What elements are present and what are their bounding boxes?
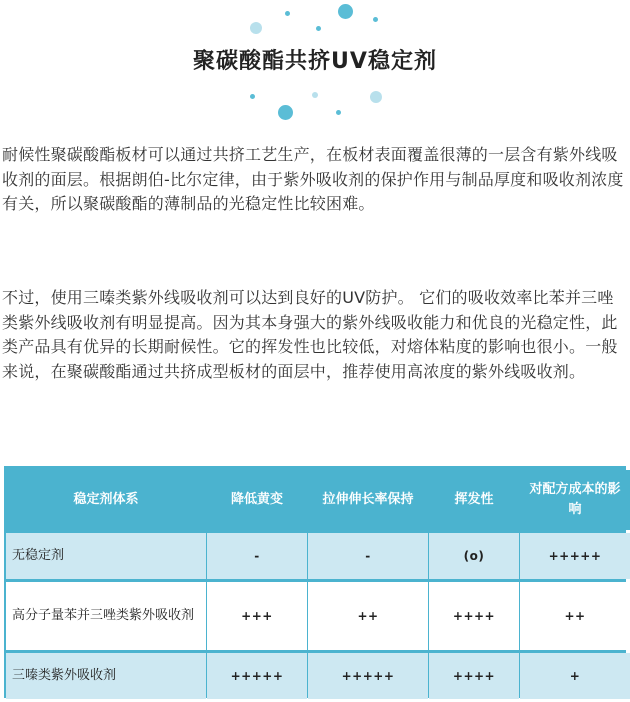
dot <box>316 26 321 31</box>
page-title: 聚碳酸酯共挤UV稳定剂 <box>193 49 437 74</box>
comparison-table <box>4 466 626 698</box>
cell-value: ++++ <box>429 582 519 650</box>
dot <box>312 92 318 98</box>
header-elongation: 拉伸伸长率保持 <box>308 470 428 530</box>
dot <box>285 11 290 16</box>
cell-value: ++ <box>520 582 630 650</box>
cell-value: +++++ <box>520 533 630 579</box>
cell-value: ++++ <box>429 653 519 699</box>
dot <box>250 22 262 34</box>
dot <box>278 105 293 120</box>
cell-system: 无稳定剂 <box>6 533 206 579</box>
cell-system: 三嗪类紫外吸收剂 <box>6 653 206 699</box>
header-system: 稳定剂体系 <box>6 470 206 530</box>
dot <box>370 91 382 103</box>
header-cost: 对配方成本的影响 <box>520 470 630 530</box>
paragraph-2: 不过，使用三嗪类紫外线吸收剂可以达到良好的UV防护。 它们的吸收效率比苯并三唑类紫外线吸收剂有明显提高。因为其本身强大的紫外线吸收能力和优良的光稳定性，此类产品具有优异的长期耐候性。它的挥发性也比较低，对熔体粘度的影响也很小。一般来说，在聚碳酸酯通过共挤成型板材的面层中，推荐使用高浓度的紫外线吸收剂。 <box>2 288 618 381</box>
table-header-row <box>6 470 630 530</box>
dot <box>373 17 378 22</box>
header-yellowing: 降低黄变 <box>207 470 307 530</box>
cell-value: (o) <box>429 533 519 579</box>
cell-value: + <box>520 653 630 699</box>
dot <box>338 4 353 19</box>
cell-value: ++ <box>308 582 428 650</box>
cell-value: +++++ <box>308 653 428 699</box>
table-row <box>6 653 630 699</box>
cell-system: 高分子量苯并三唑类紫外吸收剂 <box>6 582 206 650</box>
dot <box>250 94 255 99</box>
table-row <box>6 582 630 650</box>
dot <box>336 110 341 115</box>
cell-value: - <box>308 533 428 579</box>
cell-value: - <box>207 533 307 579</box>
paragraph-1: 耐候性聚碳酸酯板材可以通过共挤工艺生产，在板材表面覆盖很薄的一层含有紫外线吸收剂的面层。根据朗伯-比尔定律，由于紫外吸收剂的保护作用与制品厚度和吸收剂浓度有关，所以聚碳酸酯的薄制品的光稳定性比较困难。 <box>2 145 624 214</box>
cell-value: +++ <box>207 582 307 650</box>
table-row <box>6 533 630 579</box>
header-volatility: 挥发性 <box>429 470 519 530</box>
cell-value: +++++ <box>207 653 307 699</box>
